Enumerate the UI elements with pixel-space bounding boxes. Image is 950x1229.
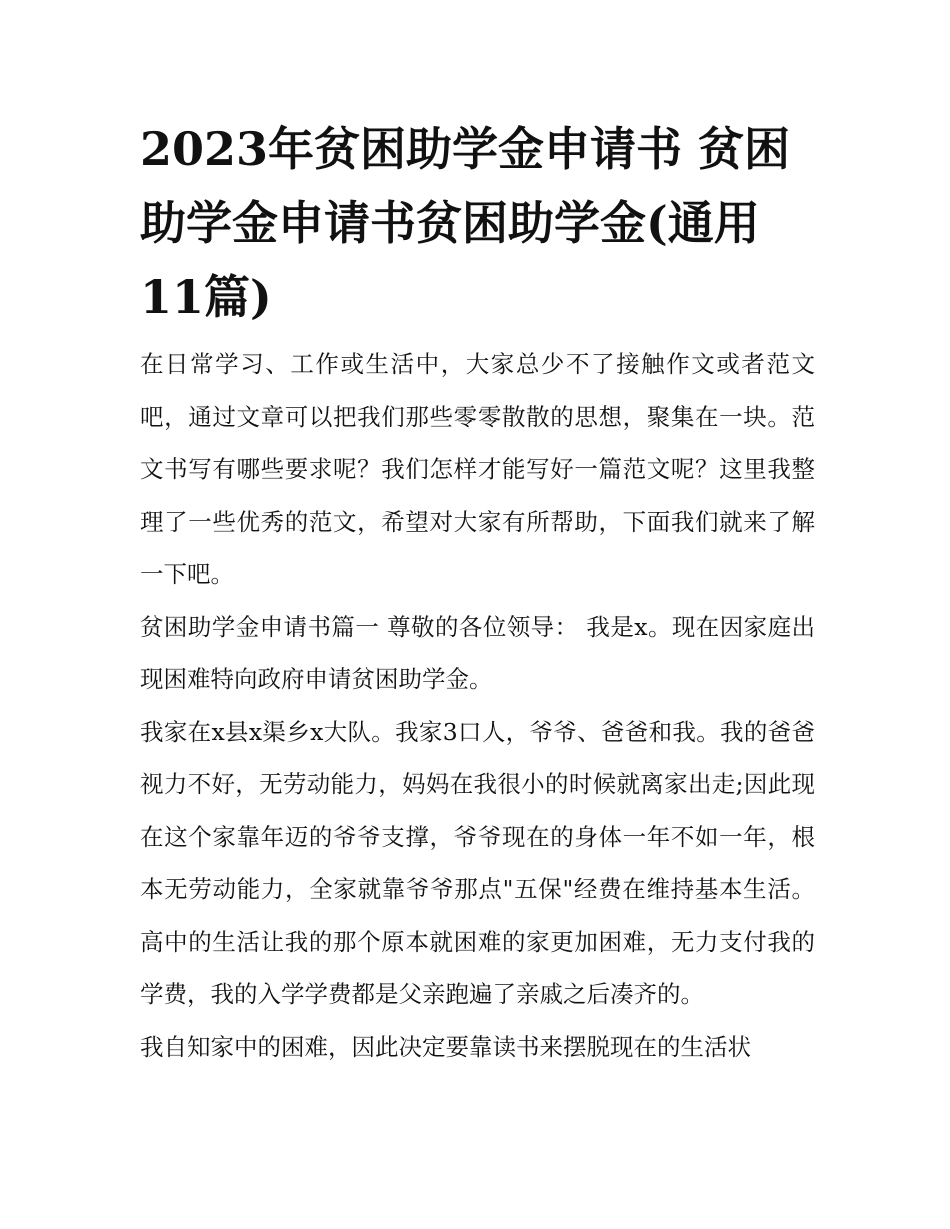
- paragraph-resolve: 我自知家中的困难，因此决定要靠读书来摆脱现在的生活状: [140, 1032, 751, 1061]
- paragraph-greeting: 贫困助学金申请书篇一 尊敬的各位领导： 我是x。现在因家庭出现困难特向政府申请贫困助学金。: [140, 612, 815, 693]
- paragraph-family: 我家在x县x渠乡x大队。我家3口人，爷爷、爸爸和我。我的爸爸视力不好，无劳动能力，妈妈在我很小的时候就离家出走;因此现在这个家靠年迈的爷爷支撑，爷爷现在的身体一年不如一年，根本无劳动能力，全家就靠爷爷那点"五保"经费在维持基本生活。高中的生活让我的那个原本就困难的家更加困难，无力支付我的学费，我的入学学费都是父亲跑遍了亲戚之后凑齐的。: [140, 717, 815, 1008]
- paragraph-intro: 在日常学习、工作或生活中，大家总少不了接触作文或者范文吧，通过文章可以把我们那些零零散散的思想，聚集在一块。范文书写有哪些要求呢？我们怎样才能写好一篇范文呢？这里我整理了一些优秀的范文，希望对大家有所帮助，下面我们就来了解一下吧。: [140, 350, 815, 588]
- document-page: [140, 112, 815, 1073]
- document-title: 2023年贫困助学金申请书 贫困助学金申请书贫困助学金(通用11篇): [140, 122, 791, 324]
